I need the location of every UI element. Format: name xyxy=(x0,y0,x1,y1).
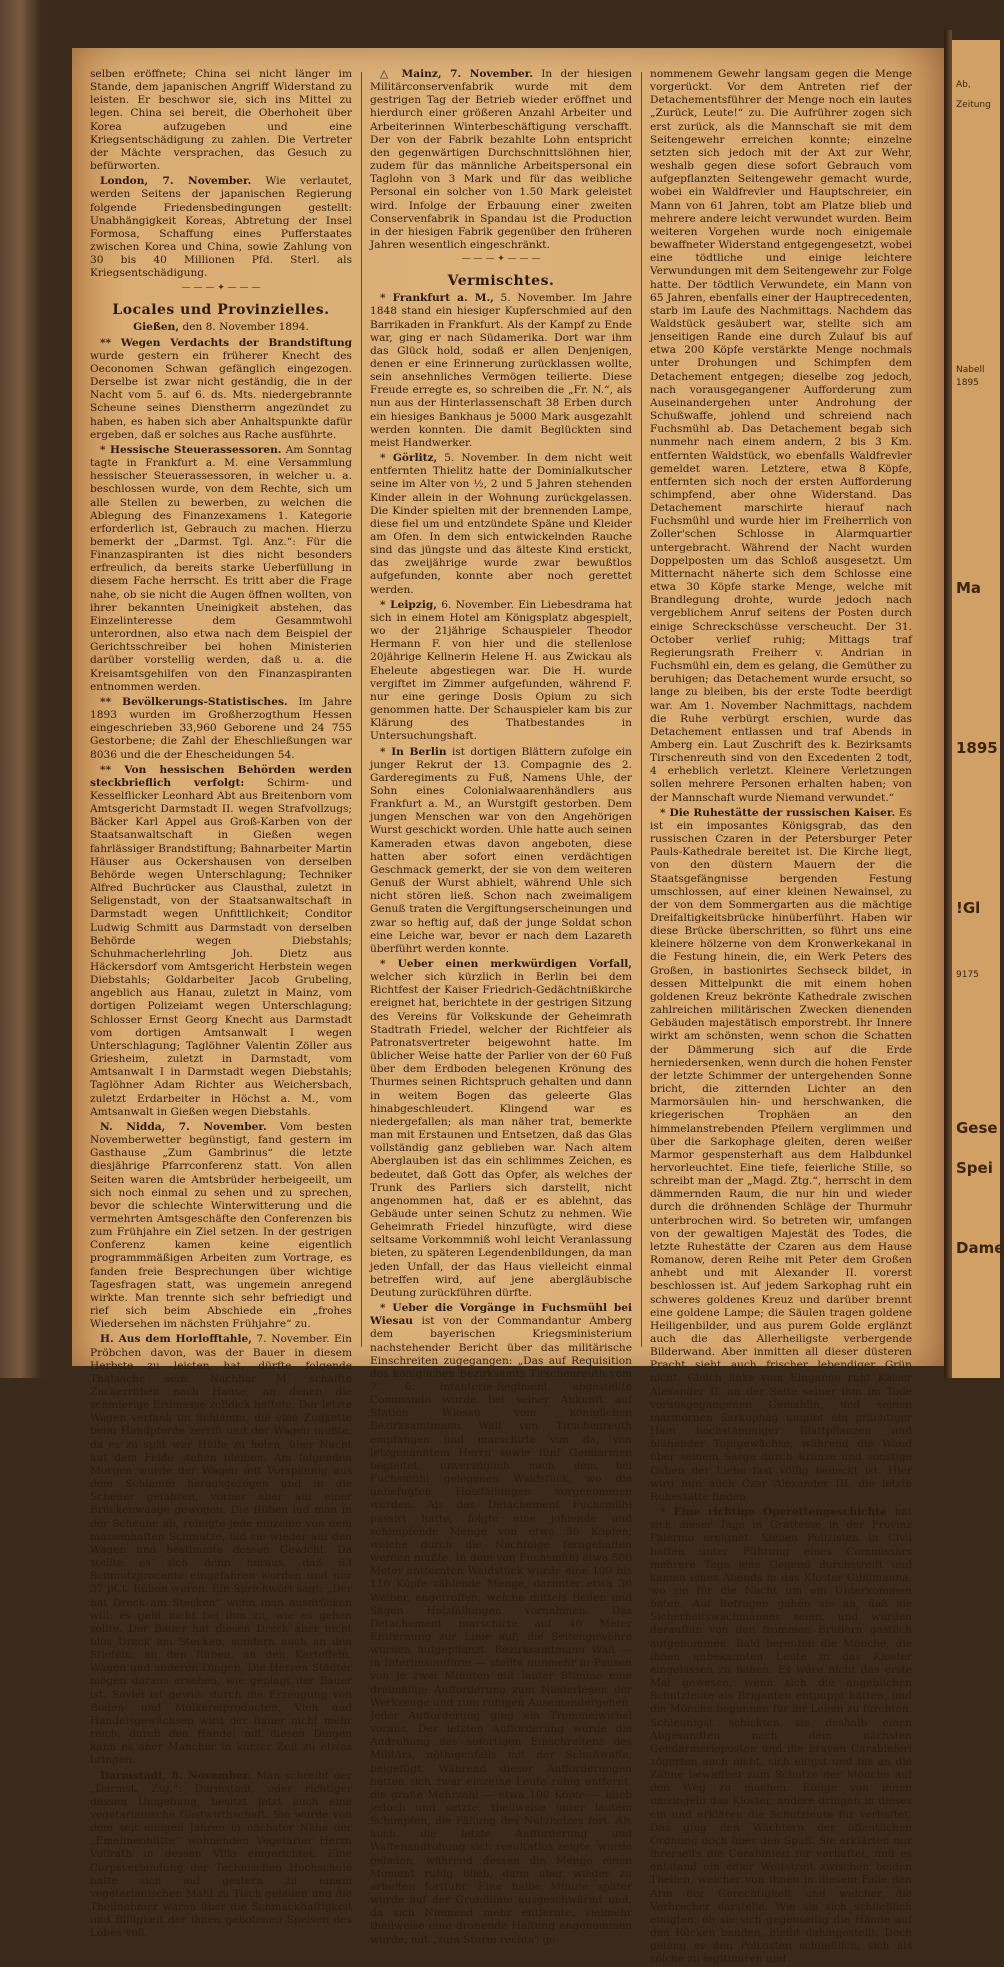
article-paragraph xyxy=(370,599,632,744)
divider-ornament: — — — ✦ — — — xyxy=(461,254,541,265)
article-headline: ** Bevölkerungs-Statistisches. xyxy=(100,695,288,708)
article-text: Schirm- und Kesselflicker Leonhard Abt aus Breitenborn vom Amtsgericht Darmstadt II. wegen Strafvollzugs; Bäcker Karl Appel aus Groß-Karben von der Staatsanwaltschaft in Gießen wegen fahrlässiger Brandstiftung; Bahnarbeiter Martin Häuser aus Ockershausen von derselben Behörde wegen Unterschlagung; Techniker Alfred Buchrücker aus Clausthal, zuletzt in Seligenstadt, von der Staatsanwaltschaft in Darmstadt wegen Unfittlichkeit; Conditor Ludwig Schmitt aus Darmstadt von derselben Behörde wegen Diebstahls; Schuhmacherlehrling Joh. Dietz aus Häckersdorf vom Amtsgericht Herbstein wegen Diebstahls; Goldarbeiter Jacob Grubeling, angeblich aus Hanau, zuletzt in Mainz, vom dortigen Polizeiamt wegen Unterschlagung; Schlosser Ernst Georg Knecht aus Darmstadt vom dortigen Amtsanwalt I wegen Unterschlagung; Taglöhner Valentin Zöller aus Griesheim, zuletzt in Darmstadt, vom Amtsanwalt I in Darmstadt wegen Diebstahls; Taglöhner Adam Richter aus Weichersbach, zuletzt Erdarbeiter in Höchst a. M., vom Amtsanwalt in Gießen wegen Diebstahls. xyxy=(90,776,353,1118)
article-text: In der hiesigen Militärconservenfabrik wurde mit dem gestrigen Tag der Betrieb wieder eröffnet und hierdurch einer größeren Anzahl Arbeiter und Arbeiterinnen Winterbeschäftigung verschafft. Der von der Fabrik bezahlte Lohn entspricht den gegenwärtigen Durchschnittslöhnen hier, zudem für das männliche Arbeitspersonal ein Taglohn von 3 Mark und für das weibliche Personal ein solcher von 1.50 Mark geleistet wird. Infolge der Erbauung einer zweiten Conservenfabrik in Spandau ist die Production in der hiesigen Fabrik gegenüber den früheren Jahren wesentlich eingeschränkt. xyxy=(370,68,632,252)
article-text: Es ist ein imposantes Königsgrab, das den russischen Czaren in der Petersburger Peter Pauls-Kathedrale bereitet ist. Die Kirche liegt, von den düstern Mauern der die Staatsgefängnisse bergenden Festung umschlossen, auf einer kleinen Newainsel, zu der von dem Sommergarten aus die mächtige Dreifaltigkeitsbrücke hinüberführt. Haben wir diese Brücke überschritten, so führt uns eine kleinere hölzerne von dem Kronwerkekanal in die Festung hinein, die, ein Werk Peters des Großen, in bastionirtes Sechseck bildet, in dessen Mittelpunkt die mit einem hohen goldenen Kreuz bekrönte Kathedrale zwischen zahlreichen militärischen Zwecken dienenden Gebäuden majestätisch emporstrebt. Ihr Innere wirkt am schönsten, wenn schon die Schatten der Dämmerung sich auf die Erde herniedersenken, wenn durch die hohen Fenster der letzte Schimmer der untergehenden Sonne bricht, die zitternden Lichter an den Marmorsäulen hin- und herschwanken, die kriegerischen Trophäen an den himmelanstrebenden Pfeilern verglimmen und über die Sarkophage gleiten, deren weißer Marmor gespensterhaft aus dem Halbdunkel hervorleuchtet. Eine tiefe, feierliche Stille, so schreibt man der „Magd. Ztg.“, herrscht in dem dämmernden Raum, die nur hin und wieder durch die dröhnenden Schläge der Thurmuhr unterbrochen wird. So betreten wir, umfangen von der gewaltigen Majestät des Todes, die letzte Ruhestätte der Czaren aus dem Hause Romanow, deren Reihe mit Peter dem Großen anhebt und mit Alexander II. vorerst beschlossen ist. Auf jedem Sarkophag ruht ein schweres goldenes Kreuz und darüber brennt eine goldene Lampe; die Säulen tragen goldene Heiligenbilder, und aus purem Golde erglänzt auch die das Allerheiligste verbergende Bilderwand. Aber inmitten all dieser düsteren Pracht sieht auch frischer lebendiger Grün nicht. Gleich links vom Eingange ruht Kaiser Alexander II. an der Seite seiner ihm im Tode vorausgegangenen Gemahlin, und seinen marmornen Sarkophag umgibt ein prächtiger Hain hochstämmiger Blattpflanzen und blühender Topfgewächse, während die Wand über seinem Sarge durch Kränze und sonstige Gaben der Liebe fast völlig bedeckt ist. Hier wird nun auch Czar Alexander III. die letzte Ruhestätte finden. xyxy=(650,806,912,1503)
article-text: hat sich dieser Tage in Grattesse in der Provinz Palermo ereignet. Sieben Polizisten in Civil hatten unter Führung eines Commissärs mehrere Tage jene Gegend durchstreift und kamen eines Abends in das Kloster Gibilmanna, wo sie für die Nacht um ein Unterkommen baten. Auf Befragen gaben sie an, daß sie Sicherheitswachmänner seien, und wurden daraufhin von den frommen Brüdern gastlich aufgenommen. Bald bereuten die Mönche, die ihnen unbekannten Leute in das Kloster eingelassen zu haben. Es wäre nicht das erste Mal gewesen, wenn sich die angeblichen Schutzleute als Briganten entpuppt hätten, und die Mönche begannen für ihr Leben zu fürchten. Schleunigst schickten sie deshalb einen Abgesandten nach dem nächsten Gendarmerieposten und die braven Carabinieri zögerten auch nicht, sich eiligst und bis an die Zähne bewaffnet zum Schutze der Mönche auf den Weg zu machen. Einige von ihnen umzingeln das Kloster, andere dringen in dieses ein und erklären die Schutzleute für verhaftet. Das ging den Wächtern der öffentlichen Ordnung doch über den Spaß. Sie erklärten nur ihrerseits die Carabinieri für verhaftet, und es entstand ein edler Wettstreit zwischen beiden Theilen, welcher von ihnen in diesem Falle den Arm der Gerechtigkeit und welcher die Verbrecher darstelle. Wie sie sich schließlich einigten, ob sie sich gegenseitig die Hände auf den Rücken banden, bleibt dahingestellt. Doch gelang es den Polizisten schließlich, sich als solche zu legitimiren und xyxy=(650,1506,912,1966)
article-dateline: * Görlitz, xyxy=(380,452,438,465)
article-paragraph xyxy=(370,1302,632,1947)
article-paragraph xyxy=(370,958,632,1300)
article-headline: * Hessische Steuerassessoren. xyxy=(100,443,282,456)
article-text: 6. November. Ein Liebesdrama hat sich in einem Hotel am Königsplatz abgespielt, wo der 21jährige Schauspieler Theodor Hermann F. von hier und die stellenlose 20jährige Kellnerin Helene H. aus Zwickau als Eheleute abgestiegen war. Die H. wurde vergiftet im Zimmer aufgefunden, während F. nur eine geringe Dosis Opium zu sich genommen hatte. Der Schauspieler kam bis zur Klärung des Thatbestandes in Untersuchungshaft. xyxy=(370,598,632,743)
divider-ornament: — — — ✦ — — — xyxy=(181,282,261,293)
section-title-locales: Locales und Provinzielles. xyxy=(112,301,330,318)
adjacent-page-fragment: Nabell xyxy=(956,365,985,375)
article-text: 5. November. Im Jahre 1848 stand ein hiesiger Kupferschmied auf den Barrikaden in Frankfurt. Als der Kampf zu Ende war, ging er nach Südamerika. Dort war ihm das Glück hold, sodaß er allen Denjenigen, denen er eine Erinnerung zurücklassen wollte, sein ansehnliches Vermögen teilierte. Diese Freude erregte es, so schreiben die „Fr. N.“, als nun aus der Hinterlassenschaft 38 Erben durch ein hiesiges Bankhaus je 5000 Mark ausgezahlt werden konnten. Die damit Beglückten sind meist Handwerker. xyxy=(370,292,632,449)
article-text: Vom besten Novemberwetter begünstigt, fand gestern im Gasthause „Zum Gambrinus“ die letzte diesjährige Pfarrconferenz statt. Von allen Seiten waren die Amtsbrüder herbeigeeilt, um sich noch einmal zu sehen und zu sprechen, bevor die schlechte Winterwitterung und die vermehrten Amtsgeschäfte den Conferenzen bis zum Frühjahre ein Ziel setzen. In der gestrigen Conferenz kamen keine eigentlich programmmäßigen Arbeiten zum Vortrage, es fanden freie Besprechungen über wichtige Tagesfragen statt, was ungemein anregend wirkte. Man trennte sich sehr befriedigt und rief sich beim Abschiede ein „frohes Wiedersehen im nächsten Frühjahre“ zu. xyxy=(90,1120,352,1331)
newspaper-page xyxy=(72,48,944,1966)
adjacent-page-fragment: Zeitung xyxy=(956,100,991,110)
article-paragraph xyxy=(650,1506,912,1966)
article-dateline: * In Berlin xyxy=(380,745,447,758)
article-headline: ** Von hessischen Behörden werden steckbrieflich verfolgt: xyxy=(90,763,352,789)
column-1 xyxy=(90,68,353,1940)
article-paragraph: nommenem Gewehr langsam gegen die Menge vorgerückt. Vor dem Antreten rief der Detachementsführer der Menge noch ein lautes „Zurück, Leute!“ zu. Die Aufrührer zogen sich erst zurück, als die Mannschaft sie mit dem Seitengewehr erreichen konnte; einzelne setzten sich jedoch mit der Axt zur Wehr, weshalb gegen diese sofort Gebrauch vom aufgepflanzten Seitengewehr gemacht wurde, wobei ein Waldfrevler und Hauptschreier, ein Mann von 61 Jahren, tobt am Platze blieb und mehrere andere leicht verwundet wurden. Beim weiteren Vorgehen wurde noch einigemale bewaffneter Widerstand entgegengesetzt, wobei eine tödtliche und einige leichtere Verwundungen mit dem Seitengewehr zur Folge hatte. Der tödtlich Verwundete, ein Mann von 65 Jahren, ebenfalls einer der Hauptrecedenten, starb im Laufe des Nachmittags. Nachdem das Waldstück gesäubert war, stellte sich am jenseitigen Rande eine durch Zulauf bis auf etwa 200 Köpfe verstärkte Menge nochmals unter Drohungen und Schimpfen dem Detachement entgegen; dieselbe zog jedoch, nach vorausgegangener Aufforderung zum Auseinandergehen unter Androhung der Schußwaffe, johlend und schreiend nach Fuchsmühl ab. Das Detachement begab sich nunmehr nach einem andern, 2 bis 3 Km. entfernten Waldstück, wo ebenfalls Waldfrevler gemeldet waren. Letztere, etwa 8 Köpfe, entfernten sich noch der ersten Aufforderung schimpfend, aber ohne Widerstand. Das Detachement marschirte hierauf nach Fuchsmühl und wurde hier im Freiherrlich von Zoller'schen Schlosse in Alarmquartier untergebracht. Während der Nacht wurden Doppelposten um das Schloß ausgesetzt. Um Mitternacht näherte sich dem Schlosse eine etwa 30 Köpfe starke Menge, welche mit Brandlegung drohte, wurde jedoch nach vergeblichem Anruf seitens der Posten durch einige Schreckschüsse verscheucht. Der 31. October verlief ruhig; Mittags traf Regierungsrath Freiherr v. Andrian in Fuchsmühl ein, dem es gelang, die Gemüther zu beruhigen; das Detachement wurde ersucht, so lange zu bleiben, bis der erste Todte beerdigt war. Am 1. November Nachmittags, nachdem die Ruhe verbürgt erschien, wurde das Detachement entlassen und traf Abends in Amberg ein. Laut Zuschrift des k. Bezirksamts Tirschenreuth sind von den Excedenten 2 todt, 4 erheblich verletzt. Kleinere Verletzungen sollen mehrere Personen erhalten haben; von der Mannschaft wurde Niemand verwundet.“ xyxy=(650,68,912,804)
article-paragraph xyxy=(90,764,352,1119)
column-2 xyxy=(370,68,632,1946)
article-text: 5. November. In dem nicht weit entfernten Thielitz hatte der Dominialkutscher seine im Alter von ½, 2 und 5 Jahren stehenden Kinder allein in der Wohnung zurückgelassen. Die Kinder spielten mit der brennenden Lampe, diese fiel um und entzündete Späne und Kleider am Ofen. In dem sich entwickelnden Rauche sind das jüngste und das älteste Kind erstickt, das zweijährige wurde zwar bewußtlos aufgefunden, konnte aber noch gerettet werden. xyxy=(370,452,632,596)
article-dateline: * Leipzig, xyxy=(380,598,437,611)
adjacent-page-edge xyxy=(952,40,1004,1378)
article-text: welcher sich kürzlich in Berlin bei dem Richtfest der Kaiser Friedrich-Gedächtnißkirche ereignet hat, berichtete in der gestrigen Sitzung des Vereins für Volkskunde der Geheimrath Stadtrath Friedel, welcher der Richtfeier als Patronatsvertreter beigewohnt hatte. Im üblicher Weise hatte der Parlier von der 60 Fuß über dem Erdboden belegenen Krönung des Thurmes seinen Richtspruch gehalten und dann in weitem Bogen das geleerte Glas hinabgeschleudert. Klingend war es niedergefallen; als man näher trat, bemerkte man mit Erstaunen und Entsetzen, daß das Glas vollständig ganz geblieben war. Nach altem Aberglauben ist das ein schlimmes Zeichen, es bedeutet, daß Gott das Opfer, als welches der Trunk des Parliers sich darstellt, nicht angenommen hat, daß er es ablehnt, das Gebäude unter seinen Schutz zu nehmen. Wie Geheimrath Friedel hinzufügte, wird diese seltsame Vorkommniß wohl leicht Veranlassung bieten, zu späteren Legendenbildungen, da man jeden Unfall, der das Haus vielleicht einmal betreffen wird, auf jene abergläubische Deutung zurückführen dürfte. xyxy=(370,971,632,1299)
article-dateline: H. Aus dem Horlofftahle, xyxy=(100,1333,252,1346)
article-paragraph xyxy=(370,68,632,252)
column-rule xyxy=(641,72,642,1347)
column-3 xyxy=(650,68,912,1966)
article-text: Am Sonntag tagte in Frankfurt a. M. eine Versammlung hessischer Steuerassessoren, in welcher u. a. beschlossen wurde, von dem Rechte, sich um alle Stellen zu bewerben, zu welchen die Ablegung des Finanzexamens 1. Kategorie erforderlich ist, Gebrauch zu machen. Hierzu bemerkt der „Darmst. Tgl. Anz.“: Für die Finanzaspiranten ist dies nicht besonders erfreulich, da bereits starke Ueberfüllung in diesem Fache herrscht. Es tritt aber die Frage nahe, ob sie nicht die Augen öffnen wollten, von ihrer bekannten Uneinigkeit abstehen, das Einzelinteresse dem Gesammtwohl unterordnen, also etwa nach dem Beispiel der Gerichtsschreiber bei hohen Ministerien darüber vorstellig werden, daß u. a. die Kreisamtsgehilfen von den Finanzaspiranten entnommen werden. xyxy=(90,443,352,693)
article-headline: * Ueber einen merkwürdigen Vorfall, xyxy=(380,958,632,970)
article-dateline: * Frankfurt a. M., xyxy=(380,292,494,305)
article-paragraph xyxy=(370,452,632,597)
article-paragraph xyxy=(90,696,352,762)
article-paragraph xyxy=(650,807,912,1504)
section-title-vermischtes: Vermischtes. xyxy=(447,273,555,290)
adjacent-page-fragment: Dame xyxy=(956,1239,1004,1257)
adjacent-page-fragment: Spei xyxy=(956,1159,993,1177)
article-text: ist von der Commandantur Amberg dem bayerischen Kriegsministerium nachstehender Bericht über das militärische Einschreiten zugegangen: „Das auf Requisition des königlichen Bezirksamts Tirschenreuth vom 7. 6. Infanterie-Regiment abgestellte Commando wurde bei seiner Ankunft auf Station Wiesau vom königlichen Bezirksamtmann Wall von Tirschenreuth empfangen und marschirte von da, von letzgenanntem Herrn sowie fünf Gendarmen begleitet, unverzüglich nach dem bei Fuchsmühl gelegenen Waldstück, wo die unbefugten Holzfällungen vorgenommen wurden. Als das Detachement Fuchsmühl passirt hatte, folgte eine johlende und schimpfende Menge von etwa 50 Köpfen, welche durch die Nachfolge ferngehalten werden mußte. In dem von Fuchsmühl etwa 500 Meter entfernten Waldstück wurde eine 100 bis 110 Köpfe zählende Menge, darunter etwa 30 Weiber, angetroffen, welche mittels Beilen und Sägen Holzfällungen vornahmen. Das Detachement marschirte auf 40 Meter Entfernung zur Linie auf; die Seitengewehre wurden aufgepflanzt. Bezirksamtmann Wall — in Interimsuniform — stellte nunmehr in Pausen von je zwei Minuten mit lauter Stimme eine dreimalige Aufforderung zum Niederlegen der Werkzeuge und zum ruhigen Auseinandergehen. Jeder Aufforderung ging ein Trommelwirbel voraus. Der letzten Aufforderung wurde die Androhung des sofortigen Einschreitens des Militärs, nöthigenfalls mit der Schußwaffe, beigefügt. Während dieser Aufforderungen hatten sich zwar einzelne Leute ruhig entfernt, die große Mehrzahl — etwa 100 Köpfe — blieb jedoch und setzte, theilweise unter lautem Schimpfen, die Fällung des Nutzholzes fort. Als auch die letzte Aufforderung und Waffenandrohung sich resultatlos zeigte, wurde geladen, während dessen die Menge einen Moment ruhig blieb, dann aber wieder zu arbeiten fortfuhr. Eine halbe Minute später wurde auf der Grundlinie ausgeschwärmt und, da sich Niemand mehr entfernte, vielmehr theilweise eine drohende Haltung angenommen wurde, mit „zum Sturm rechts“ ge- xyxy=(370,1315,632,1946)
adjacent-page-fragment: Gese xyxy=(956,1119,998,1137)
adjacent-page-fragment: 1895 xyxy=(956,378,979,388)
adjacent-page-fragment: 9175 xyxy=(956,970,979,980)
article-paragraph xyxy=(90,1770,352,1941)
article-text: Man schreibt der „Darmst. Ztg.“: Darmstadt, oder richtiger dessen Umgebung, besitzt jetzt auch eine vegetarianische Gastwirthschaft. Sie wurde von dem seit einigen Jahren in nächster Nähe der „Emelinenhütte“ wohnenden Vegetarier Herrn Vollrath in dessen Villa eingerichtet. Eine Corpsverbindung der Technischen Hochschule hatte sich auf gestern zu einem vegetarianischen Mahl zu Tisch geladen und die Theilnehmer waren über die Schmackhaftigkeit und Billigkeit der ihnen geboteneu Speisen des Lobes voll. xyxy=(90,1769,352,1940)
section-dateline xyxy=(90,321,352,334)
article-text: 7. November. Ein Pröbchen davon, was der Bauer in diesem Herbste zu leisten hat, dürfte folgende Thatsache sein: Nachbar M. schaffte Zuckerrüben nach Hause, an denen die schmierige Erdmasse zolldick haftete. Der letzte Wagen verfank im Schlamm, die eine Zugkette beim Handpferde zerriß und der Wagen mußte, da es zu spät war Hülfe zu holen, über Nacht auf dem Felde stehen bleiben. Am folgenden Morgen wurde der Wagen mit Vorspännig aus dem Schlamm herausgezogen und in die Scheuer gefahren, vorher aber auf einer Brückenwaage gewogen. Die Rüben lud man in der Scheune ab, reinigte jede einzelne von dem massenhaften Schmutze, lud sie wieder auf den Wagen und bestimmte dessen Gewicht. Da stellte es sich denn heraus, daß 63 Schmutzprocente eingefahren worden und nur 37 pCt. Rüben waren. Ein Sprichwort sagt: „Der hat Dreck am Stecken“ wenn man ausdrücken will: es geht nicht bei ihm zu, wie es gehen sollte. Der Bauer hat diesen Dreck aber nicht blos Dreck am Stecken, sondern auch an den Stiefeln, an den Rüben, an den Kartoffeln, Wagen und anderen Dingen. Die Herren Städter mögen daraus ersehen, wie geplagt der Bauer ist. Soviel ist gewiß: durch die Erzeugung von Boden- und Molkereiproducten, Vieh und Handelsgewächsen wird der Bauer nicht mehr reich, durch den Handel mit diesen Dingen kann es aber Mancher in kurzer Zeit zu etwas bringen. xyxy=(90,1333,352,1767)
column-rule xyxy=(361,72,362,1347)
article-paragraph xyxy=(90,337,352,442)
article-paragraph xyxy=(90,175,352,280)
article-paragraph xyxy=(90,1121,352,1332)
article-dateline: △ Mainz, 7. November. xyxy=(380,68,534,80)
article-paragraph xyxy=(90,444,352,694)
article-dateline: London, 7. November. xyxy=(100,175,252,188)
article-paragraph xyxy=(370,746,632,957)
article-text: ist dortigen Blättern zufolge ein junger Rekrut der 13. Compagnie des 2. Garderegiments zu Fuß, Namens Uhle, der Sohn eines Colonialwaarenhändlers aus Frankfurt a. M., an Wurstgift gestorben. Dem jungen Menschen war von den Angehörigen Wurst geschickt worden. Uhle hatte auch seinen Kameraden etwas davon angeboten, diese hatten aber sofort einen verdächtigen Geschmack gemerkt, der sie von dem weiteren Genuß der Wurst abhielt, während Uhle sich nicht stören ließ. Schon nach zweimaligem Genuß traten die Vergiftungserscheinungen und zwar so heftig auf, daß der junge Soldat schon eine Leiche war, bevor er nach dem Lazareth überführt werden konnte. xyxy=(370,745,632,955)
article-text: wurde gestern ein früherer Knecht des Oeconomen Schwan gefänglich eingezogen. Derselbe ist zwar nicht geständig, die in der Nacht vom 5. auf 6. ds. Mts. niedergebrannte Scheune seines Dienstherrn angezündet zu haben, es haben sich aber Anhaltspunkte dafür ergeben, daß er solches aus Rache ausführte. xyxy=(90,349,352,441)
article-paragraph xyxy=(90,1333,352,1767)
article-headline: * Die Ruhestätte der russischen Kaiser. xyxy=(660,806,896,819)
article-headline: ** Wegen Verdachts der Brandstiftung xyxy=(100,336,352,349)
adjacent-page-fragment: Ma xyxy=(956,579,982,597)
article-paragraph: selben eröffnete; China sei nicht länger im Stande, dem japanischen Angriff Widerstand zu leisten. Er beschwor sie, sich ins Mittel zu legen. China sei bereit, die Oberhoheit über Korea aufzugeben und eine Kriegsentschädigung zu zahlen. Die Vertreter der Mächte versprachen, das Gesuch zu befürworten. xyxy=(90,68,352,173)
dateline-place: Gießen, xyxy=(133,320,180,333)
article-text: Wie verlautet, werden Seitens der japanischen Regierung folgende Friedensbedingungen gestellt: Unabhängigkeit Koreas, Abtretung der Insel Formosa, Schaffung eines Pufferstaates zwischen Korea und China, sowie Zahlung von 30 bis 40 Millionen Pfd. Sterl. als Kriegsentschädigung. xyxy=(90,175,352,280)
article-text: Im Jahre 1893 wurden im Großherzogthum Hessen eingeschrieben 33,960 Geborene und 24 755 Gestorbene; die Zahl der Eheschließungen war 8036 und die der Ehescheidungen 54. xyxy=(90,695,352,761)
article-dateline: Darmstadt, 8. November. xyxy=(100,1769,252,1782)
adjacent-page-fragment: Ab, xyxy=(956,80,971,90)
article-paragraph xyxy=(370,292,632,450)
dateline-date: den 8. November 1894. xyxy=(182,320,309,333)
article-headline: * Ueber die Vorgänge in Fuchsmühl bei Wiesau xyxy=(370,1302,632,1328)
adjacent-page-fragment: 1895 xyxy=(956,739,998,757)
article-headline: * Eine richtige Operettengeschichte xyxy=(660,1506,887,1519)
article-dateline: N. Nidda, 7. November. xyxy=(100,1120,267,1133)
book-gutter xyxy=(944,30,952,1378)
adjacent-page-fragment: !Gl xyxy=(956,899,981,917)
